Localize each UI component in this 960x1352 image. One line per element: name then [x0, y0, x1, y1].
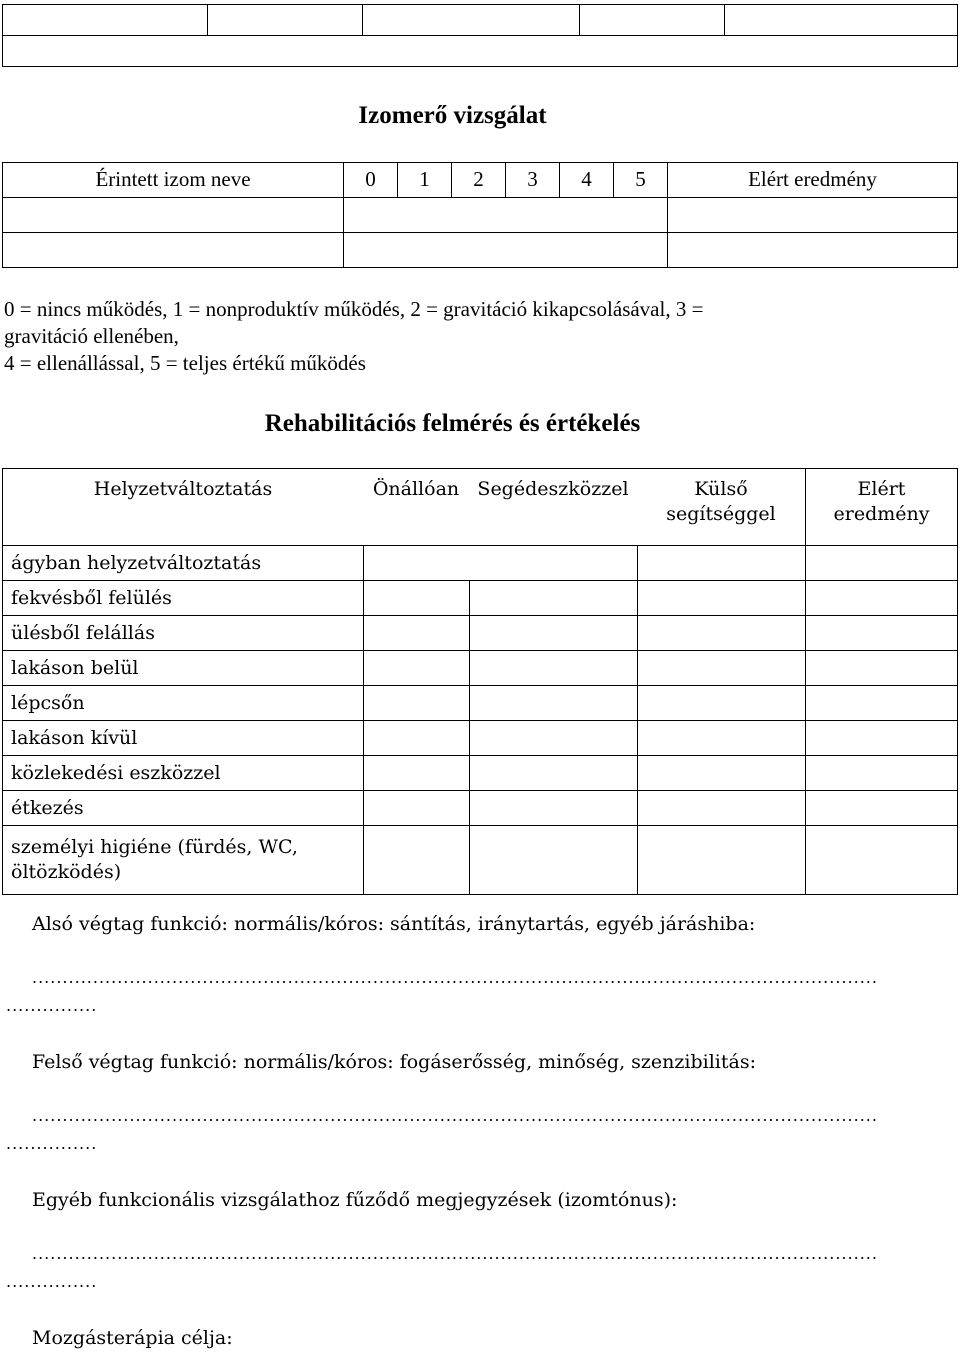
- table-header-row: [3, 469, 958, 546]
- independent-cell[interactable]: [363, 791, 469, 826]
- independent-cell[interactable]: [363, 546, 469, 581]
- result-cell[interactable]: [668, 233, 958, 268]
- header-line: segítséggel: [666, 502, 776, 525]
- score-1-header: 1: [398, 163, 452, 198]
- independent-cell[interactable]: [363, 581, 469, 616]
- independent-cell[interactable]: [363, 686, 469, 721]
- muscle-name-header: Érintett izom neve: [3, 163, 344, 198]
- activity-label: lépcsőn: [3, 686, 364, 721]
- result-header: [806, 469, 958, 546]
- header-line: eredmény: [833, 502, 930, 525]
- result-cell[interactable]: [806, 616, 958, 651]
- fill-in-dots[interactable]: ...........................................................................................................................................: [32, 1106, 878, 1125]
- header-line: Elért: [857, 478, 906, 500]
- external-cell[interactable]: [637, 791, 806, 826]
- independent-cell[interactable]: [363, 616, 469, 651]
- assistive-cell[interactable]: [469, 546, 637, 581]
- assistive-cell[interactable]: [469, 721, 637, 756]
- result-cell[interactable]: [806, 651, 958, 686]
- table-row: [3, 198, 958, 233]
- blank-cell[interactable]: [3, 36, 958, 67]
- muscle-name-cell[interactable]: [3, 198, 344, 233]
- assistive-cell[interactable]: [469, 686, 637, 721]
- fill-in-dots[interactable]: ...........................................................................................................................................: [32, 1244, 878, 1263]
- independent-cell[interactable]: [363, 721, 469, 756]
- assistive-device-header: Segédeszközzel: [469, 469, 637, 546]
- blank-cell[interactable]: [580, 5, 725, 36]
- table-row: [3, 721, 958, 756]
- activity-label: étkezés: [3, 791, 364, 826]
- table-row: [3, 616, 958, 651]
- table-row: [3, 651, 958, 686]
- independent-header: Önállóan: [363, 469, 469, 546]
- score-0-header: 0: [344, 163, 398, 198]
- result-cell[interactable]: [806, 756, 958, 791]
- blank-cell[interactable]: [363, 5, 580, 36]
- activity-label: lakáson belül: [3, 651, 364, 686]
- fill-in-dots[interactable]: ...............: [6, 1272, 98, 1291]
- result-cell[interactable]: [668, 198, 958, 233]
- muscle-name-cell[interactable]: [3, 233, 344, 268]
- lower-limb-function-label: Alsó végtag funkció: normális/kóros: sántítás, iránytartás, egyéb járáshiba:: [32, 913, 756, 935]
- activity-label: közlekedési eszközzel: [3, 756, 364, 791]
- table-row: [3, 756, 958, 791]
- activity-label: ülésből felállás: [3, 616, 364, 651]
- label-line: öltözködés): [11, 861, 122, 883]
- header-line: Külső: [694, 478, 748, 500]
- independent-cell[interactable]: [363, 651, 469, 686]
- rehab-title: Rehabilitációs felmérés és értékelés: [264, 410, 641, 437]
- table-row: [3, 546, 958, 581]
- muscle-strength-title: Izomerő vizsgálat: [358, 102, 547, 129]
- assistive-cell[interactable]: [469, 791, 637, 826]
- assistive-cell[interactable]: [469, 616, 637, 651]
- external-cell[interactable]: [637, 651, 806, 686]
- result-cell[interactable]: [806, 581, 958, 616]
- result-cell[interactable]: [806, 721, 958, 756]
- result-cell[interactable]: [806, 826, 958, 895]
- label-line: személyi higiéne (fürdés, WC,: [11, 836, 298, 859]
- top-blank-table: [2, 4, 958, 67]
- legend-line: 0 = nincs működés, 1 = nonproduktív működés, 2 = gravitáció kikapcsolásával, 3 =: [4, 297, 704, 321]
- legend-line: 4 = ellenállással, 5 = teljes értékű működés: [4, 351, 366, 375]
- score-cell[interactable]: [344, 233, 668, 268]
- external-cell[interactable]: [637, 826, 806, 895]
- external-cell[interactable]: [637, 616, 806, 651]
- position-change-header: Helyzetváltoztatás: [3, 469, 364, 546]
- table-row: [3, 581, 958, 616]
- table-row: [3, 686, 958, 721]
- muscle-strength-table: [2, 162, 958, 268]
- score-cell[interactable]: [344, 198, 668, 233]
- assistive-cell[interactable]: [469, 756, 637, 791]
- result-cell[interactable]: [806, 546, 958, 581]
- activity-label: ágyban helyzetváltoztatás: [3, 546, 364, 581]
- blank-cell[interactable]: [208, 5, 363, 36]
- activity-label: lakáson kívül: [3, 721, 364, 756]
- assistive-cell[interactable]: [469, 581, 637, 616]
- score-4-header: 4: [560, 163, 614, 198]
- score-2-header: 2: [452, 163, 506, 198]
- independent-cell[interactable]: [363, 756, 469, 791]
- table-row: [3, 233, 958, 268]
- score-legend: [4, 296, 904, 377]
- external-cell[interactable]: [637, 686, 806, 721]
- external-help-header: [637, 469, 806, 546]
- activity-label: fekvésből felülés: [3, 581, 364, 616]
- blank-cell[interactable]: [725, 5, 958, 36]
- rehab-assessment-table: [2, 468, 958, 895]
- other-notes-label: Egyéb funkcionális vizsgálathoz fűződő megjegyzések (izomtónus):: [32, 1189, 678, 1211]
- external-cell[interactable]: [637, 581, 806, 616]
- result-cell[interactable]: [806, 791, 958, 826]
- result-header: Elért eredmény: [668, 163, 958, 198]
- table-row: [3, 791, 958, 826]
- independent-cell[interactable]: [363, 826, 469, 895]
- external-cell[interactable]: [637, 721, 806, 756]
- therapy-goal-label: Mozgásterápia célja:: [32, 1327, 233, 1349]
- fill-in-dots[interactable]: ...........................................................................................................................................: [32, 968, 878, 987]
- assistive-cell[interactable]: [469, 826, 637, 895]
- score-3-header: 3: [506, 163, 560, 198]
- result-cell[interactable]: [806, 686, 958, 721]
- external-cell[interactable]: [637, 756, 806, 791]
- table-row: [3, 826, 958, 895]
- blank-cell[interactable]: [3, 5, 208, 36]
- score-5-header: 5: [614, 163, 668, 198]
- activity-label: [3, 826, 364, 895]
- upper-limb-function-label: Felső végtag funkció: normális/kóros: fogáserősség, minőség, szenzibilitás:: [32, 1051, 756, 1073]
- legend-line: gravitáció ellenében,: [4, 324, 179, 348]
- external-cell[interactable]: [637, 546, 806, 581]
- assistive-cell[interactable]: [469, 651, 637, 686]
- fill-in-dots[interactable]: ...............: [6, 1134, 98, 1153]
- fill-in-dots[interactable]: ...............: [6, 996, 98, 1015]
